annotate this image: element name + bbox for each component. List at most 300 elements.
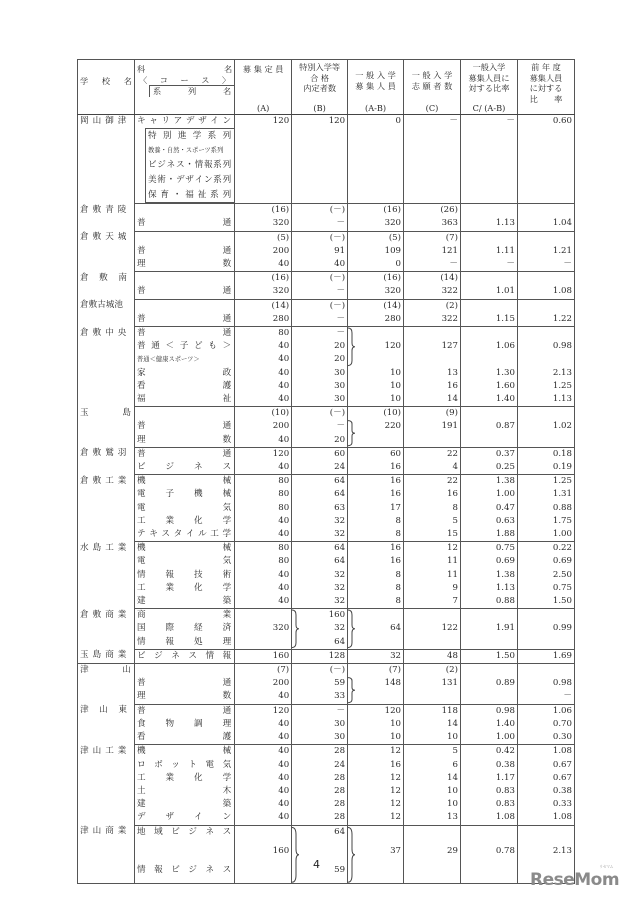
cell-prev-year-ratio (517, 745, 574, 759)
cell-value: 40 (278, 799, 290, 810)
school-group (78, 299, 575, 326)
cell-value: 37 (390, 845, 402, 856)
cell-value: 10 (390, 380, 402, 391)
course-char: ビ (171, 826, 180, 837)
cell-prev-year-ratio (517, 258, 574, 272)
cell-general-applicants (404, 115, 461, 129)
admissions-table (77, 59, 575, 884)
table-row (78, 461, 575, 475)
cell-capacity (235, 434, 292, 448)
course-name (134, 461, 234, 475)
cell-value: 80 (278, 328, 290, 338)
cell-value: 200 (272, 245, 290, 256)
cell-prev-year-ratio (517, 825, 574, 845)
cell-value: － (506, 258, 515, 269)
table-row (78, 690, 575, 704)
course-name (134, 798, 234, 811)
cell-value: 1.69 (552, 650, 572, 661)
cell-value: 1.15 (495, 313, 515, 324)
cell-value: 0.60 (552, 116, 572, 126)
cell-value: 40 (278, 785, 290, 796)
cell-special-admission (292, 488, 348, 501)
course-char: 国 (136, 623, 146, 634)
cell-prev-year-ratio (517, 582, 574, 595)
cell-general-applicants (404, 704, 461, 718)
cell-value: 16 (390, 556, 402, 567)
course-char: イ (210, 116, 219, 126)
cell-value: 10 (447, 785, 458, 796)
course-name (134, 595, 234, 609)
cell-value: 120 (272, 705, 290, 716)
cell-value: 40 (278, 354, 290, 365)
cell-capacity (235, 704, 292, 718)
table-row (78, 542, 575, 556)
cell-paren-prev-year-ratio (517, 299, 574, 313)
cell-value: 1.21 (552, 245, 572, 256)
cell-value: 10 (390, 718, 402, 729)
course-name (134, 528, 234, 542)
empty-cell (460, 128, 517, 203)
cell-value: 1.00 (495, 489, 515, 500)
course-name (134, 785, 234, 798)
resemom-logo: ReseMom リセマム (530, 864, 620, 890)
cell-general-recruit (348, 636, 404, 650)
cell-value: 6 (452, 759, 458, 770)
cell-value: 1.38 (495, 569, 515, 580)
cell-capacity (235, 582, 292, 595)
school-name: 岡山御津 (78, 115, 135, 204)
cell-capacity (235, 622, 292, 635)
cell-paren-special-admission: (－) (292, 664, 348, 678)
cell-prev-year-ratio (517, 245, 574, 258)
table-row (78, 285, 575, 299)
cell-general-recruit (348, 759, 404, 772)
cell-value: 16 (390, 489, 402, 500)
table-row (78, 845, 575, 864)
cell-value: 322 (441, 286, 458, 297)
cell-ratio (460, 864, 517, 884)
cell-value: 12 (390, 772, 402, 783)
course-char: 際 (165, 623, 175, 634)
cell-value: 0.88 (552, 502, 572, 513)
cell-value: 10 (390, 367, 402, 378)
table-row (78, 785, 575, 798)
cell-special-admission (292, 798, 348, 811)
table-row (78, 798, 575, 811)
course-char: 通 (222, 313, 232, 324)
cell-special-admission (292, 434, 348, 448)
cell-capacity (235, 845, 292, 864)
cell-value: 128 (328, 650, 346, 661)
course-char: ど (194, 341, 203, 352)
cell-special-admission (292, 475, 348, 489)
course-char: ネ (205, 826, 215, 837)
course-char: デ (185, 116, 195, 126)
cell-paren-general-recruit: (14) (348, 299, 404, 313)
cell-general-recruit (348, 380, 404, 393)
cell-special-admission (292, 528, 348, 542)
cell-prev-year-ratio (517, 285, 574, 299)
cell-value: 200 (272, 421, 290, 432)
table-row (78, 595, 575, 609)
cell-value: 1.60 (495, 380, 515, 391)
cell-prev-year-ratio (517, 542, 574, 556)
course-char: ＜ (165, 341, 175, 352)
course-char: 商 (136, 610, 146, 621)
cell-capacity (235, 285, 292, 299)
table-row (78, 759, 575, 772)
cell-ratio (460, 636, 517, 650)
cell-value: － (449, 116, 458, 126)
cell-value: 22 (447, 476, 458, 487)
table-row (78, 420, 575, 433)
cell-value: 11 (447, 556, 458, 567)
cell-general-applicants (404, 353, 461, 366)
cell-general-recruit (348, 718, 404, 731)
cell-value: － (336, 313, 346, 324)
course-name (134, 759, 234, 772)
cell-value: 40 (278, 515, 290, 526)
cell-general-recruit (348, 811, 404, 825)
cell-capacity (235, 367, 292, 380)
cell-general-recruit (348, 845, 404, 864)
school-group (78, 272, 575, 299)
cell-value: － (336, 421, 346, 432)
cell-prev-year-ratio (517, 461, 574, 475)
cell-general-recruit (348, 488, 404, 501)
cell-value: 118 (441, 705, 458, 716)
cell-general-recruit (348, 502, 404, 515)
cell-prev-year-ratio (517, 217, 574, 231)
course-char: 報 (222, 650, 232, 661)
cell-ratio (460, 245, 517, 258)
cell-special-admission (292, 772, 348, 785)
cell-special-admission (292, 340, 348, 353)
cell-value: － (336, 218, 346, 229)
school-name: 倉敷工業 (78, 475, 135, 542)
cell-value: 160 (272, 845, 290, 856)
series-item: 美 術 ・ デ ザ イ ン 系 列 (147, 174, 232, 185)
course-name (134, 258, 234, 272)
school-name-char: 倉 (80, 272, 93, 283)
cell-value: 0.70 (552, 718, 572, 729)
cell-special-admission (292, 461, 348, 475)
cell-value: 0.19 (552, 462, 572, 473)
cell-capacity (235, 461, 292, 475)
cell-value: 12 (390, 799, 402, 810)
cell-general-applicants (404, 569, 461, 582)
course-name (134, 420, 234, 433)
cell-paren-general-applicants: (2) (404, 299, 461, 313)
table-row (78, 515, 575, 528)
cell-capacity (235, 542, 292, 556)
cell-special-admission (292, 785, 348, 798)
cell-ratio (460, 811, 517, 825)
cell-prev-year-ratio (517, 380, 574, 393)
course-char: 福 (136, 394, 146, 405)
cell-ratio (460, 340, 517, 353)
table-row (78, 569, 575, 582)
cell-value: 64 (334, 556, 346, 567)
table-row (78, 434, 575, 448)
course-name (134, 447, 234, 461)
cell-general-recruit (348, 420, 404, 433)
course-char: 建 (136, 596, 146, 607)
table-row-parenthetical (78, 407, 575, 421)
school-name (78, 664, 135, 705)
school-group (78, 115, 575, 204)
cell-capacity (235, 811, 292, 825)
cell-value: 40 (278, 746, 290, 757)
header-special-admission: 特別入学等 合 格 内定者数 (B) (292, 60, 348, 115)
course-char: 普 (136, 448, 146, 459)
page-number: 4 (313, 858, 320, 871)
course-name (134, 864, 234, 884)
cell-prev-year-ratio (517, 718, 574, 731)
cell-paren-special-admission: (－) (292, 204, 348, 218)
cell-general-recruit (348, 745, 404, 759)
course-char: 通 (222, 448, 232, 459)
course-char: 気 (222, 556, 232, 567)
cell-ratio (460, 595, 517, 609)
cell-ratio (460, 475, 517, 489)
cell-general-recruit (348, 245, 404, 258)
cell-value: 32 (334, 623, 346, 634)
cell-value: 0.63 (495, 515, 515, 526)
cell-value: 30 (334, 732, 346, 743)
course-name (134, 380, 234, 393)
course-char: イ (185, 529, 195, 540)
cell-value: 22 (447, 448, 458, 459)
course-char: 建 (136, 799, 146, 810)
cell-value: 30 (334, 718, 346, 729)
course-char: 普 (136, 421, 146, 432)
cell-value: 64 (334, 826, 346, 837)
cell-prev-year-ratio (517, 609, 574, 623)
cell-general-recruit (348, 569, 404, 582)
course-char: 普 (136, 705, 146, 716)
course-char: ビ (171, 864, 180, 875)
cell-value: 7 (452, 596, 458, 607)
cell-value: 14 (447, 772, 458, 783)
cell-capacity (235, 115, 292, 129)
cell-special-admission (292, 636, 348, 650)
cell-special-admission (292, 515, 348, 528)
empty-cell (235, 128, 292, 203)
cell-value: 80 (278, 502, 290, 513)
cell-ratio (460, 367, 517, 380)
course-char: ザ (198, 116, 207, 126)
table-row-series (78, 128, 575, 203)
course-char: ス (222, 826, 232, 837)
cell-ratio (460, 785, 517, 798)
cell-paren-ratio (460, 664, 517, 678)
table-row-parenthetical (78, 272, 575, 286)
cell-value: 0.47 (495, 502, 515, 513)
cell-value: 40 (278, 582, 290, 593)
cell-value: 363 (441, 218, 458, 229)
cell-general-recruit (348, 864, 404, 884)
course-char: 報 (154, 864, 163, 875)
cell-general-applicants (404, 434, 461, 448)
cell-value: 40 (278, 341, 290, 352)
cell-general-applicants (404, 745, 461, 759)
course-name (134, 690, 234, 704)
cell-special-admission (292, 718, 348, 731)
school-group (78, 475, 575, 542)
cell-value: 0.33 (552, 799, 572, 810)
header-school-name: 学 校 名 (78, 60, 135, 115)
cell-value: 32 (334, 569, 346, 580)
cell-paren-capacity: (16) (235, 204, 292, 218)
course-char: 業 (222, 610, 232, 621)
school-name: 津山商業 (78, 825, 135, 883)
cell-value: 30 (334, 367, 346, 378)
cell-value: 8 (452, 502, 458, 513)
course-name (134, 353, 234, 366)
school-group (78, 664, 575, 705)
cell-general-recruit (348, 115, 404, 129)
course-char: ャ (149, 116, 158, 126)
series-box-cell (134, 128, 234, 203)
cell-value: 320 (272, 286, 290, 297)
course-char: ス (222, 864, 232, 875)
cell-general-applicants (404, 515, 461, 528)
cell-value: 9 (452, 582, 458, 593)
cell-value: 24 (334, 462, 346, 473)
cell-general-applicants (404, 217, 461, 231)
course-name (134, 569, 234, 582)
cell-value: 0.83 (495, 799, 515, 810)
course-char: イ (194, 812, 203, 823)
school-name: 倉敷天城 (78, 231, 135, 272)
course-char: ス (188, 650, 197, 661)
cell-value: 1.31 (552, 489, 572, 500)
cell-value: 32 (390, 650, 402, 661)
cell-general-applicants (404, 731, 461, 745)
school-name-char: 津 (80, 665, 89, 676)
table-row (78, 115, 575, 129)
course-char: 電 (136, 502, 146, 513)
cell-value: 40 (278, 596, 290, 607)
header-general-recruit: 一 般 入 学 募 集 人 員 (A-B) (348, 60, 404, 115)
cell-general-applicants (404, 759, 461, 772)
cell-value: 12 (447, 543, 458, 554)
cell-value: 120 (272, 116, 290, 126)
cell-special-admission (292, 502, 348, 515)
cell-value: 40 (278, 812, 290, 823)
course-char: 地 (136, 826, 146, 837)
course-cell (134, 204, 234, 218)
cell-value: 30 (334, 394, 346, 405)
course-char: 電 (136, 489, 146, 500)
course-char: ネ (205, 864, 215, 875)
school-group (78, 704, 575, 745)
cell-ratio (460, 798, 517, 811)
cell-value: 64 (334, 489, 346, 500)
course-char: ッ (171, 759, 180, 770)
cell-value: 12 (390, 812, 402, 823)
cell-prev-year-ratio (517, 555, 574, 568)
cell-special-admission (292, 731, 348, 745)
course-char: キ (136, 116, 146, 126)
cell-paren-general-applicants: (2) (404, 664, 461, 678)
cell-value: 28 (334, 746, 346, 757)
course-char: 普 (136, 678, 146, 689)
table-row (78, 245, 575, 258)
course-name (134, 731, 234, 745)
cell-value: 280 (384, 313, 402, 324)
course-char: ス (161, 529, 171, 540)
school-name-char: 玉 (80, 407, 89, 418)
course-char: 学 (222, 529, 232, 540)
cell-ratio (460, 542, 517, 556)
cell-value: 40 (278, 718, 290, 729)
course-char: 数 (222, 434, 232, 445)
cell-prev-year-ratio (517, 115, 574, 129)
cell-ratio (460, 515, 517, 528)
cell-capacity (235, 731, 292, 745)
cell-value: 2.13 (552, 845, 572, 856)
school-name-char: 南 (118, 272, 131, 283)
cell-ratio (460, 528, 517, 542)
cell-special-admission (292, 555, 348, 568)
cell-general-recruit (348, 649, 404, 663)
cell-general-recruit (348, 313, 404, 327)
cell-ratio (460, 704, 517, 718)
empty-cell (348, 128, 404, 203)
cell-general-recruit (348, 704, 404, 718)
course-char: 看 (136, 380, 146, 391)
cell-paren-general-applicants: (7) (404, 231, 461, 245)
cell-value: 0.98 (552, 678, 572, 689)
cell-value: 1.75 (552, 515, 572, 526)
cell-value: 191 (441, 421, 458, 432)
cell-value: 28 (334, 812, 346, 823)
cell-special-admission (292, 811, 348, 825)
cell-capacity (235, 380, 292, 393)
cell-ratio (460, 115, 517, 129)
cell-value: 0.42 (495, 746, 515, 757)
cell-ratio (460, 420, 517, 433)
cell-ratio (460, 327, 517, 341)
cell-value: 280 (272, 313, 290, 324)
school-name: 倉敷古城池 (78, 299, 135, 326)
cell-capacity (235, 217, 292, 231)
cell-value: 0.88 (495, 596, 515, 607)
cell-general-applicants (404, 785, 461, 798)
cell-value: 1.06 (495, 341, 515, 352)
cell-value: 0.89 (495, 678, 515, 689)
course-char: 通 (222, 678, 232, 689)
cell-special-admission (292, 353, 348, 366)
course-char: 情 (205, 650, 215, 661)
cell-capacity (235, 447, 292, 461)
cell-value: 64 (334, 543, 346, 554)
cell-prev-year-ratio (517, 515, 574, 528)
cell-value: 40 (278, 529, 290, 540)
cell-capacity (235, 759, 292, 772)
cell-value: 5 (452, 515, 458, 526)
course-char: 通 (222, 705, 232, 716)
course-name (134, 340, 234, 353)
cell-value: 59 (334, 678, 346, 689)
table-row (78, 718, 575, 731)
course-char: 通 (222, 328, 232, 338)
cell-value: 16 (390, 759, 402, 770)
cell-value: 1.30 (495, 367, 515, 378)
course-char: 土 (136, 785, 146, 796)
